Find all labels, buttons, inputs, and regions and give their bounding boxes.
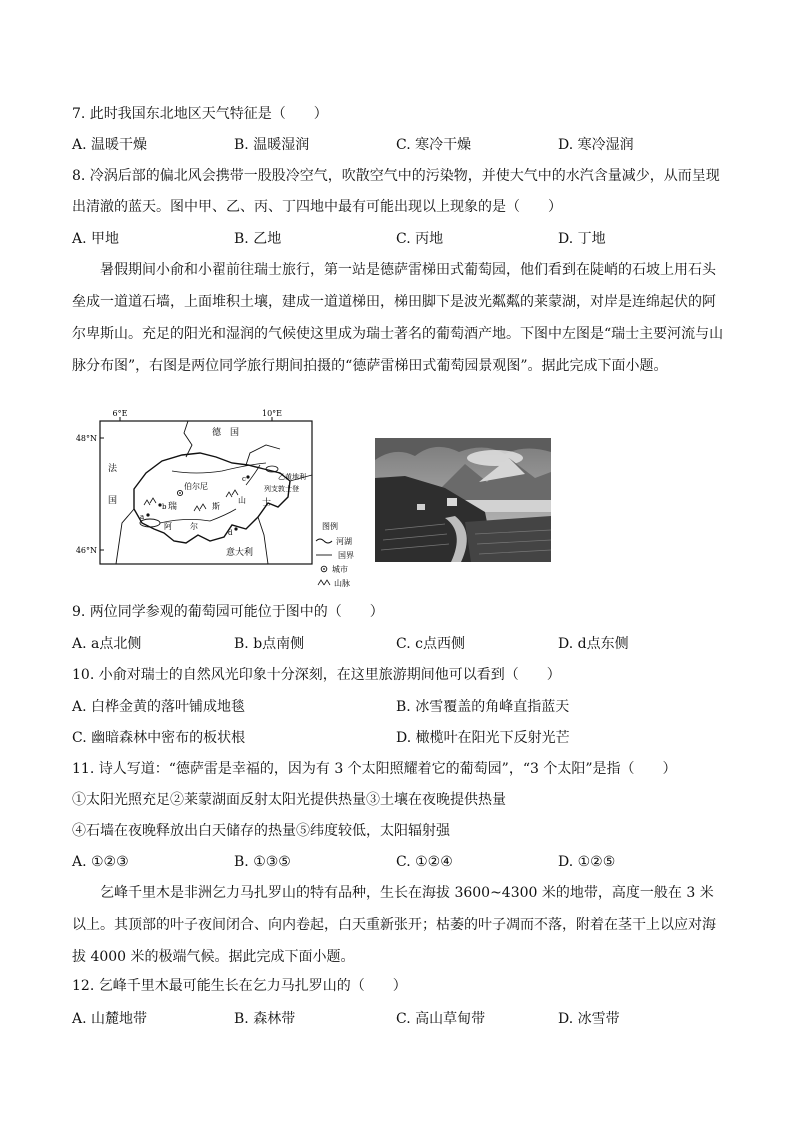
legend-title: 图例 xyxy=(322,522,338,531)
q8-option-a: A. 甲地 xyxy=(72,231,120,247)
q10-option-b: B. 冰雪覆盖的角峰直指蓝天 xyxy=(396,699,570,715)
label-switzerland-2: 士 xyxy=(262,498,272,508)
q12-option-b: B. 森林带 xyxy=(234,1011,296,1027)
lat-label-top: 48°N xyxy=(76,434,97,443)
q10-option-d: D. 橄榄叶在阳光下反射光芒 xyxy=(396,730,570,746)
q9-option-a: A. a点北侧 xyxy=(72,636,142,652)
q9-option-d: D. d点东侧 xyxy=(558,636,629,652)
q7-option-b: B. 温暖湿润 xyxy=(234,137,310,153)
switzerland-map xyxy=(76,405,366,605)
label-mt-2: 山 xyxy=(238,496,246,505)
lon-label-right: 10°E xyxy=(261,409,283,418)
q11-option-c: C. ①②④ xyxy=(396,854,453,870)
q11-items-line2: ④石墙在夜晚释放出白天储存的热量⑤纬度较低，太阳辐射强 xyxy=(72,823,450,839)
q7-option-c: C. 寒冷干燥 xyxy=(396,137,472,153)
lat-label-bottom: 46°N xyxy=(76,546,97,555)
q11-items-line1: ①太阳光照充足②莱蒙湖面反射太阳光提供热量③土壤在夜晚提供热量 xyxy=(72,792,506,808)
q7-option-a: A. 温暖干燥 xyxy=(72,137,148,153)
q11-option-d: D. ①②⑤ xyxy=(558,854,616,870)
point-d: d xyxy=(228,529,233,537)
legend-border: 国界 xyxy=(338,551,354,560)
label-alps-2: 尔 xyxy=(190,522,198,531)
legend-river: 河湖 xyxy=(336,537,352,546)
legend-mountain: 山脉 xyxy=(334,579,350,588)
legend-river-symbol xyxy=(316,539,332,543)
q7-option-d: D. 寒冷湿润 xyxy=(558,137,634,153)
mountain-icon xyxy=(226,490,238,497)
lon-label-left: 6°E xyxy=(112,409,128,418)
q11-stem: 11. 诗人写道：“德萨雷是幸福的，因为有 3 个太阳照耀着它的葡萄园”，“3 个太阳”是指（ ） xyxy=(72,761,677,777)
point-c: c xyxy=(242,475,246,483)
q8-option-d: D. 丁地 xyxy=(558,231,606,247)
q12-option-c: C. 高山草甸带 xyxy=(396,1011,486,1027)
q8-option-c: C. 丙地 xyxy=(396,231,444,247)
q12-option-a: A. 山麓地带 xyxy=(72,1011,148,1027)
label-alps-1: 阿 xyxy=(164,522,172,531)
q12-stem: 12. 乞峰千里木最可能生长在乞力马扎罗山的（ ） xyxy=(72,978,407,994)
passage-switzerland: 暑假期间小俞和小翟前往瑞士旅行，第一站是德萨雷梯田式葡萄园，他们看到在陡峭的石坡上用石头垒成一道道石墙，上面堆积土壤，建成一道道梯田，梯田脚下是波光粼粼的莱蒙湖，对岸是连绵起伏的阿尔卑斯山。充足的阳光和湿润的气候使这里成为瑞士著名的葡萄酒产地。下图中左图是“瑞士主要河流与山脉分布图”，右图是两位同学旅行期间拍摄的“德萨雷梯田式葡萄园景观图”。据此完成下面小题。 xyxy=(72,262,724,374)
q7-stem: 7. 此时我国东北地区天气特征是（ ） xyxy=(72,106,328,122)
mountain-icon xyxy=(194,504,206,511)
legend-city: 城市 xyxy=(332,565,348,574)
label-france-1: 法 xyxy=(108,464,118,474)
label-italy: 意大利 xyxy=(226,548,254,558)
q8-stem-line1: 8. 冷涡后部的偏北风会携带一股股冷空气，吹散空气中的污染物，并使大气中的水汽含量减少，从而呈现 xyxy=(72,168,720,184)
q8-option-b: B. 乙地 xyxy=(234,231,282,247)
q12-option-d: D. 冰雪带 xyxy=(558,1011,620,1027)
label-zurich: 乙黄地利 xyxy=(278,473,306,481)
q10-stem: 10. 小俞对瑞士的自然风光印象十分深刻，在这里旅游期间他可以看到（ ） xyxy=(72,667,561,683)
label-bern: 伯尔尼 xyxy=(184,482,208,491)
q10-option-a: A. 白桦金黄的落叶铺成地毯 xyxy=(72,699,246,715)
q9-option-b: B. b点南侧 xyxy=(234,636,305,652)
label-liechtenstein: 列支敦士登 xyxy=(264,485,299,493)
q8-stem-line2: 出清澈的蓝天。图中甲、乙、丙、丁四地中最有可能出现以上现象的是（ ） xyxy=(72,199,562,215)
q11-option-a: A. ①②③ xyxy=(72,854,129,870)
vineyard-photo xyxy=(375,438,551,562)
passage-kilimanjaro: 乞峰千里木是非洲乞力马扎罗山的特有品种，生长在海拔 3600~4300 米的地带，高度一般在 3 米以上。其顶部的叶子夜间闭合、向内卷起，白天重新张开；枯萎的叶子凋而不落，附着在茎干上以应对海拔 4000 米的极端气候。据此完成下面小题。 xyxy=(72,885,716,965)
label-mt-1: 斯 xyxy=(212,502,220,511)
q11-option-b: B. ①③⑤ xyxy=(234,854,291,870)
q9-stem: 9. 两位同学参观的葡萄园可能位于图中的（ ） xyxy=(72,604,384,620)
q9-option-c: C. c点西侧 xyxy=(396,636,465,652)
label-switzerland-1: 瑞 xyxy=(168,502,178,512)
q10-option-c: C. 幽暗森林中密布的板状根 xyxy=(72,730,246,746)
point-b: b xyxy=(162,503,167,511)
point-a: a xyxy=(140,513,145,521)
mountain-icon xyxy=(144,498,156,505)
legend-mountain-symbol xyxy=(318,580,330,585)
label-france-2: 国 xyxy=(108,496,118,506)
label-germany: 德 国 xyxy=(212,428,240,438)
